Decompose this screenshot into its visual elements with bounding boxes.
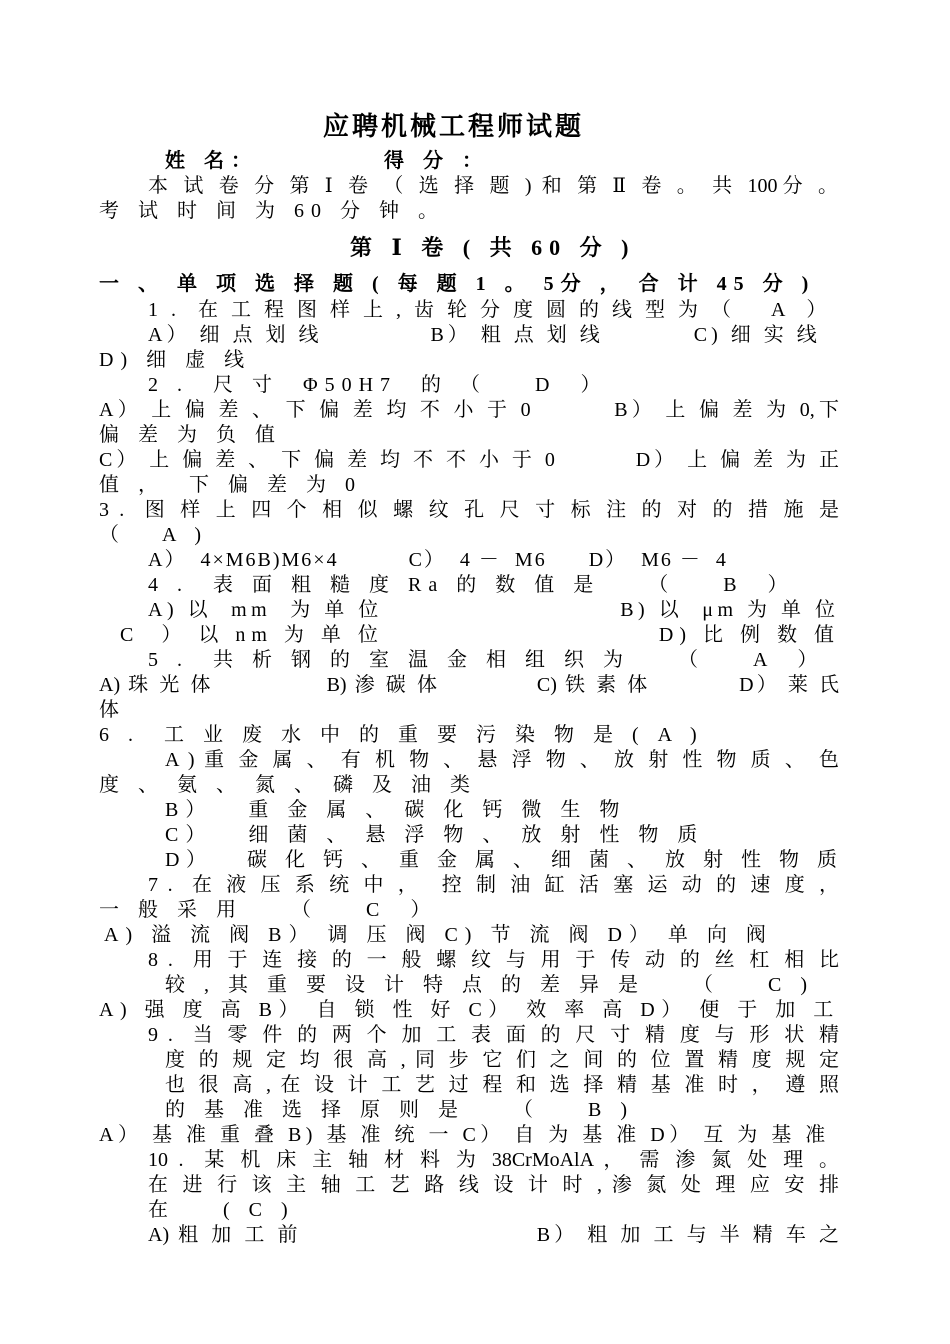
question-line: 在 ( C ) <box>148 1199 295 1221</box>
option-line: D） 碳 化 钙 、 重 金 属 、 细 菌 、 放 射 性 物 质 <box>165 849 844 871</box>
question-line: 10 . 某 机 床 主 轴 材 料 为 38CrMoAlA ， 需 渗 氮 处 理 。 <box>148 1149 839 1171</box>
intro-line: 考 试 时 间 为 60 分 钟 。 <box>99 200 445 222</box>
option-line: 值 ， 下 偏 差 为 0 <box>99 474 362 496</box>
option-line: C ） 以 nm 为 单 位 D) 比 例 数 值 <box>120 624 840 646</box>
option-line: 偏 差 为 负 值 <box>99 424 282 446</box>
question-line: 较 , 其 重 要 设 计 特 点 的 差 异 是 （ C ) <box>165 974 814 996</box>
question-line: 4 . 表 面 粗 糙 度 Ra 的 数 值 是 （ B ） <box>148 574 795 596</box>
question-line: 一 般 采 用 （ C ） <box>99 899 438 921</box>
option-line: C） 细 菌 、 悬 浮 物 、 放 射 性 物 质 <box>165 824 705 846</box>
option-line: A) 以 mm 为 单 位 B) 以 μm 为 单 位 <box>148 599 840 621</box>
question-line: 也 很 高 , 在 设 计 工 艺 过 程 和 选 择 精 基 准 时 ， 遵 照 <box>165 1074 839 1096</box>
question-line: 8 . 用 于 连 接 的 一 般 螺 纹 与 用 于 传 动 的 丝 杠 相 比 <box>148 949 839 971</box>
option-line: 体 <box>99 699 126 721</box>
score-label: 得 分 ： <box>384 150 489 172</box>
part-title: 第 Ⅰ 卷 ( 共 60 分 ) <box>350 235 636 260</box>
option-line: A） 基 准 重 叠 B) 基 准 统 一 C） 自 为 基 准 D） 互 为 基 准 <box>99 1124 830 1146</box>
option-line: A） 上 偏 差 、 下 偏 差 均 不 小 于 0 B） 上 偏 差 为 0,下 <box>99 399 839 421</box>
question-line: 度 的 规 定 均 很 高 , 同 步 它 们 之 间 的 位 置 精 度 规 定 <box>165 1049 839 1071</box>
option-line: C） 上 偏 差 、 下 偏 差 均 不 不 小 于 0 D） 上 偏 差 为 正 <box>99 449 839 471</box>
option-line: B） 重 金 属 、 碳 化 钙 微 生 物 <box>165 799 627 821</box>
question-line: 在 进 行 该 主 轴 工 艺 路 线 设 计 时 , 渗 氮 处 理 应 安 排 <box>148 1174 839 1196</box>
option-line: A) 溢 流 阀 B） 调 压 阀 C) 节 流 阀 D） 单 向 阀 <box>104 924 773 946</box>
option-line: A) 珠 光 体 B) 渗 碳 体 C) 铁 素 体 D） 莱 氏 <box>99 674 839 696</box>
question-line: 6 . 工 业 废 水 中 的 重 要 污 染 物 是 ( A ) <box>99 724 704 746</box>
question-line: （ A ) <box>99 524 208 546</box>
intro-line: 本 试 卷 分 第 Ⅰ 卷 （ 选 择 题 ) 和 第 Ⅱ 卷 。 共 100分 。 <box>148 175 838 197</box>
option-line: A） 细 点 划 线 B） 粗 点 划 线 C) 细 实 线 <box>148 324 821 346</box>
question-line: 9 . 当 零 件 的 两 个 加 工 表 面 的 尺 寸 精 度 与 形 状 精 <box>148 1024 839 1046</box>
option-line: D) 细 虚 线 <box>99 349 252 371</box>
option-line: A) 粗 加 工 前 B） 粗 加 工 与 半 精 车 之 <box>148 1224 839 1246</box>
question-line: 3 . 图 样 上 四 个 相 似 螺 纹 孔 尺 寸 标 注 的 对 的 措 施 是 <box>99 499 839 521</box>
option-line: 度 、 氨 、 氮 、 磷 及 油 类 <box>99 774 477 796</box>
option-line: A ) 重 金 属 、 有 机 物 、 悬 浮 物 、 放 射 性 物 质 、 色 <box>165 749 839 771</box>
question-line: 的 基 准 选 择 原 则 是 （ B ) <box>165 1099 634 1121</box>
name-label: 姓 名： <box>165 150 258 172</box>
question-line: 2 . 尺 寸 Φ50H7 的 （ D ） <box>148 374 608 396</box>
option-line: A) 强 度 高 B） 自 锁 性 好 C） 效 率 高 D） 便 于 加 工 <box>99 999 840 1021</box>
option-line: A） 4×M6B)M6×4 C） 4 － M6 D） M6 － 4 <box>148 549 728 571</box>
question-line: 1 . 在 工 程 图 样 上 , 齿 轮 分 度 圆 的 线 型 为 （ A ） <box>148 299 831 321</box>
section-title: 一 、 单 项 选 择 题 ( 每 题 1 。 5分 ， 合 计 45 分 ) <box>99 273 816 295</box>
question-line: 7 . 在 液 压 系 统 中 ， 控 制 油 缸 活 塞 运 动 的 速 度 ， <box>148 874 839 896</box>
question-line: 5 . 共 析 钢 的 室 温 金 相 组 织 为 （ A ） <box>148 649 825 671</box>
page-title: 应聘机械工程师试题 <box>323 112 585 141</box>
